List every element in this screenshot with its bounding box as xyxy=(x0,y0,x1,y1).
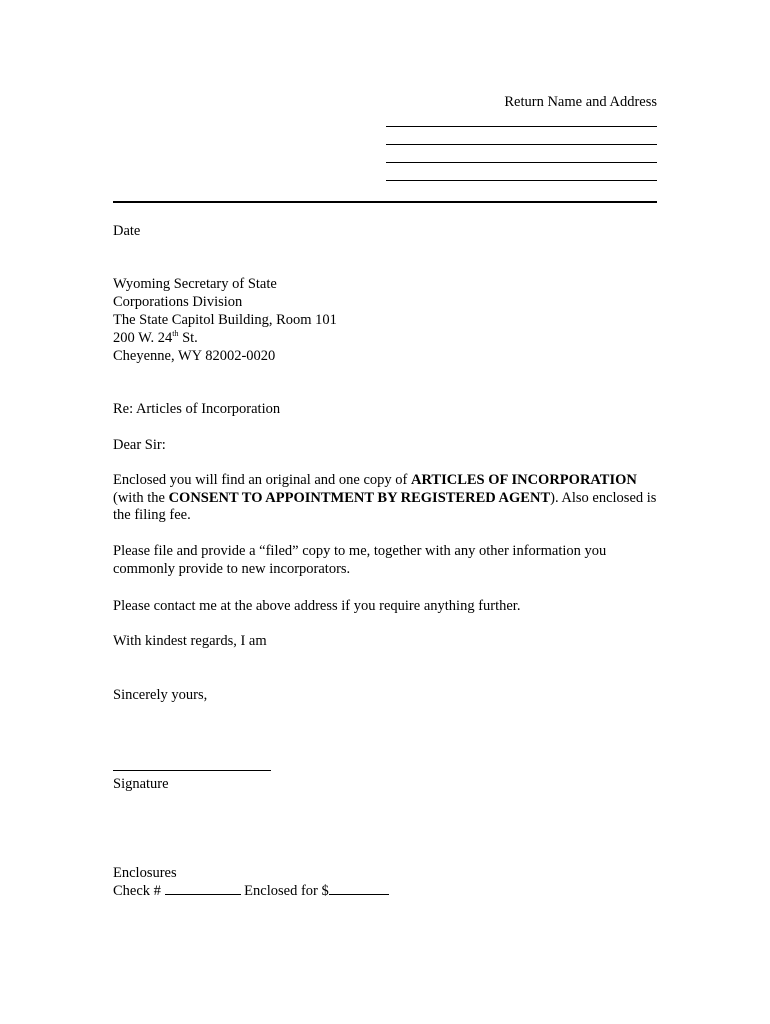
enclosures-title: Enclosures xyxy=(113,865,177,881)
signature-label: Signature xyxy=(113,776,169,792)
recipient-street-name: St. xyxy=(178,330,198,346)
p1-text-e: ). Also enclosed is the filing fee. xyxy=(113,489,657,523)
return-address-line-1 xyxy=(386,126,657,127)
amount-blank xyxy=(329,882,389,895)
enclosed-for-label: Enclosed for $ xyxy=(240,883,329,899)
body-paragraph-3: Please contact me at the above address if you require anything further. xyxy=(113,598,521,614)
subject-line: Re: Articles of Incorporation xyxy=(113,401,281,417)
header-divider xyxy=(113,201,657,203)
return-address-line-3 xyxy=(386,162,657,163)
p1-articles-bold: ARTICLES OF INCORPORATION xyxy=(411,472,637,488)
closing: Sincerely yours, xyxy=(113,687,208,703)
body-paragraph-2: Please file and provide a “filed” copy to me, together with any other information you commonly provide to new incorporators. xyxy=(113,543,607,577)
return-address-line-4 xyxy=(386,180,657,181)
return-address-line-2 xyxy=(386,144,657,145)
salutation: Dear Sir: xyxy=(113,437,166,453)
return-address-label: Return Name and Address xyxy=(504,94,657,110)
recipient-line-3: The State Capitol Building, Room 101 xyxy=(113,312,337,328)
body-paragraph-1 xyxy=(113,472,658,525)
recipient-line-1: Wyoming Secretary of State xyxy=(113,276,277,292)
p1-text-a: Enclosed you will find an original and one copy of xyxy=(113,472,411,488)
p1-consent-bold: CONSENT TO APPOINTMENT BY REGISTERED AGENT xyxy=(168,489,551,506)
recipient-street-number: 200 W. 24 xyxy=(113,330,173,346)
p1-text-c: (with the xyxy=(113,489,169,506)
recipient-street-suffix: th xyxy=(172,329,179,338)
check-number-blank xyxy=(165,882,241,895)
signature-line xyxy=(113,770,271,771)
check-line xyxy=(113,882,389,900)
check-label: Check # xyxy=(113,883,165,899)
recipient-line-2: Corporations Division xyxy=(113,294,243,310)
recipient-line-4 xyxy=(113,329,198,347)
recipient-line-5: Cheyenne, WY 82002-0020 xyxy=(113,348,276,364)
body-paragraph-4: With kindest regards, I am xyxy=(113,633,267,649)
date-label: Date xyxy=(113,223,141,239)
